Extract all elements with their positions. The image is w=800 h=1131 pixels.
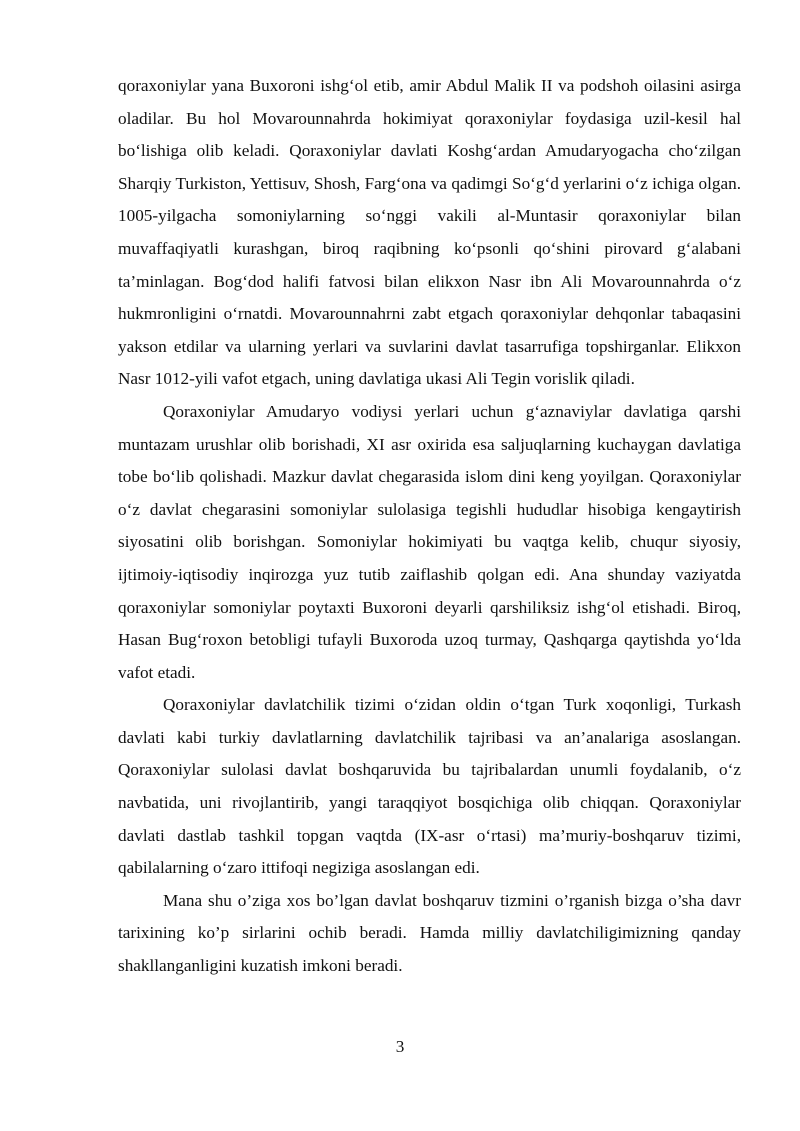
paragraph-4: Mana shu o’ziga xos bo’lgan davlat boshqaruv tizmini o’rganish bizga o’sha davr tarixining ko’p sirlarini ochib beradi. Hamda milliy davlatchiligimizning qanday shakllanganligini kuzatish imkoni beradi. [118, 890, 741, 976]
page-number: 3 [395, 1037, 405, 1056]
body-text [118, 70, 741, 983]
paragraph-1: qoraxoniylar yana Buxoroni ishg‘ol etib, amir Abdul Malik II va podshoh oilasini asirga oladilar. Bu hol Movarounnahrda hokimiyat qoraxoniylar foydasiga uzil-kesil hal bo‘lishiga olib keladi. Qoraxoniylar davlati Koshg‘ardan Amudaryogacha cho‘zilgan Sharqiy Turkiston, Yettisuv, Shosh, Farg‘ona va qadimgi So‘g‘d yerlarini o‘z ichiga olgan. 1005-yilgacha somoniylarning so‘nggi vakili al-Muntasir qoraxoniylar bilan muvaffaqiyatli kurashgan, biroq raqibning ko‘psonli qo‘shini pirovard g‘alabani ta’minlagan. Bog‘dod halifi fatvosi bilan elikxon Nasr ibn Ali Movarounnahrda o‘z hukmronligini o‘rnatdi. Movarounnahrni zabt etgach qoraxoniylar dehqonlar tabaqasini yakson etdilar va ularning yerlari va suvlarini davlat tasarrufiga topshirganlar. Elikxon Nasr 1012-yili vafot etgach, uning davlatiga ukasi Ali Tegin vorislik qiladi. [118, 76, 741, 389]
paragraph-2: Qoraxoniylar Amudaryo vodiysi yerlari uchun g‘aznaviylar davlatiga qarshi muntazam urushlar olib borishadi, XI asr oxirida esa saljuqlarning kuchaygan davlatiga tobe bo‘lib qolishadi. Mazkur davlat chegarasida islom dini keng yoyilgan. Qoraxoniylar o‘z davlat chegarasini somoniylar sulolasiga tegishli hududlar hisobiga kengaytirish siyosatini olib borishgan. Somoniylar hokimiyati bu vaqtga kelib, chuqur siyosiy, ijtimoiy-iqtisodiy inqirozga yuz tutib zaiflashib qolgan edi. Ana shunday vaziyatda qoraxoniylar somoniylar poytaxti Buxoroni deyarli qarshiliksiz ishg‘ol etishadi. Biroq, Hasan Bug‘roxon betobligi tufayli Buxoroda uzoq turmay, Qashqarga qaytishda yo‘lda vafot etadi. [118, 401, 741, 682]
paragraph-3: Qoraxoniylar davlatchilik tizimi o‘zidan oldin o‘tgan Turk xoqonligi, Turkash davlati kabi turkiy davlatlarning davlatchilik tajribasi va an’analariga asoslangan. Qoraxoniylar sulolasi davlat boshqaruvida bu tajribalardan unumli foydalanib, o‘z navbatida, uni rivojlantirib, yangi taraqqiyot bosqichiga olib chiqqan. Qoraxoniylar davlati dastlab tashkil topgan vaqtda (IX-asr o‘rtasi) ma’muriy-boshqaruv tizimi, qabilalarning o‘zaro ittifoqi negiziga asoslangan edi. [118, 695, 741, 878]
